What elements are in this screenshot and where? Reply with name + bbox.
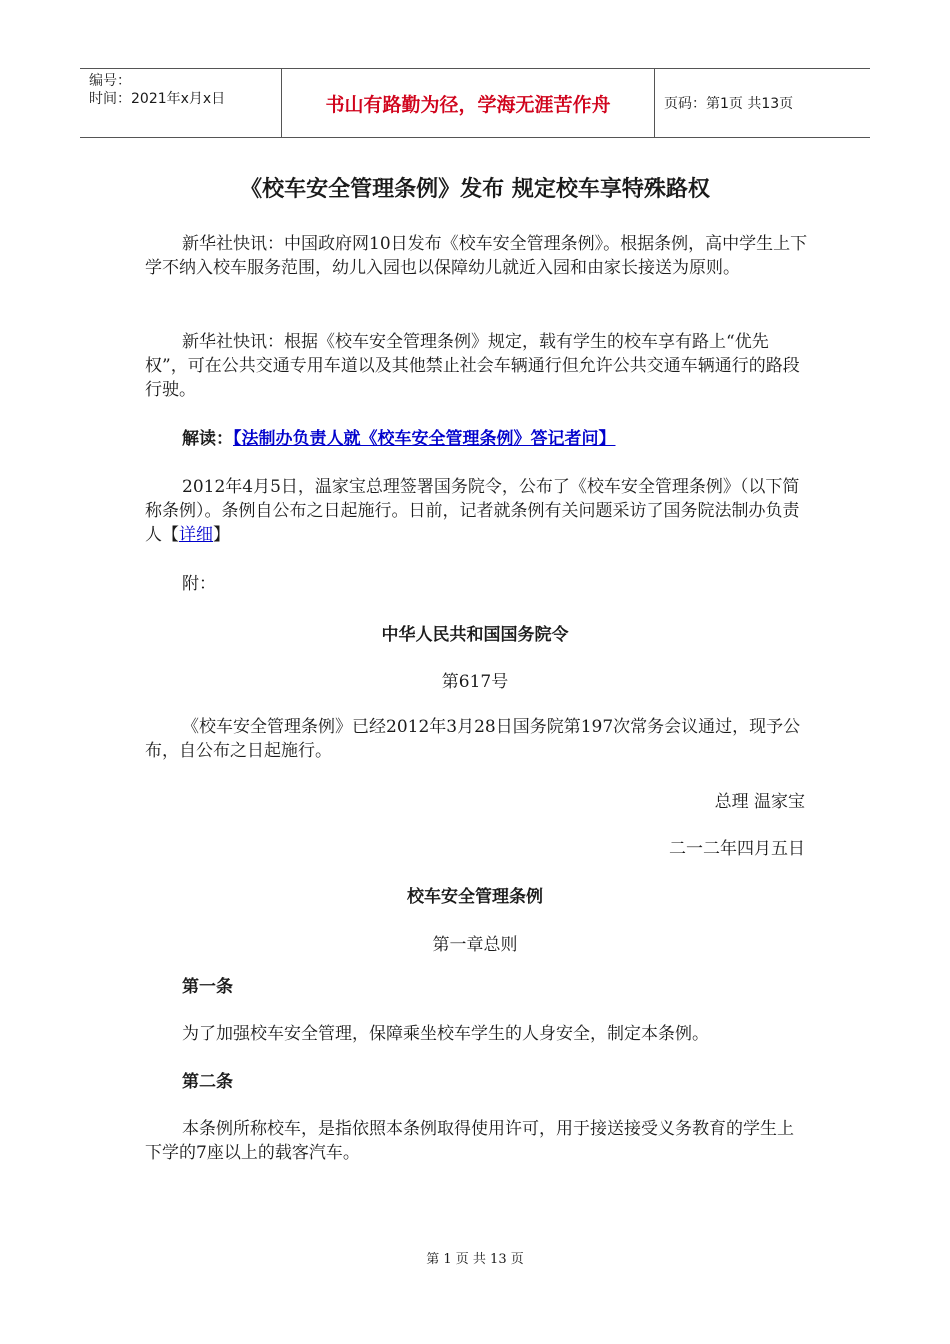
decree-heading: 中华人民共和国国务院令 [381, 625, 569, 645]
document-header [80, 68, 870, 138]
regulation-heading: 校车安全管理条例 [407, 887, 543, 907]
document-title: 《校车安全管理条例》发布 规定校车享特殊路权 [240, 177, 710, 202]
decree-number: 第617号 [441, 672, 509, 692]
decree-signer: 总理 温家宝 [714, 792, 805, 812]
paragraph-3 [145, 475, 810, 547]
jiedu-label: 解读： [182, 429, 233, 449]
article-1-title: 第一条 [182, 977, 233, 997]
article-1-body: 为了加强校车安全管理，保障乘坐校车学生的人身安全，制定本条例。 [182, 1024, 709, 1044]
decree-date: 二一二年四月五日 [669, 839, 805, 859]
number-label: 编号： [89, 73, 131, 89]
header-motto-cell [281, 69, 655, 137]
header-page-info: 页码：第1页 共13页 [664, 96, 794, 112]
header-motto: 书山有路勤为径，学海无涯苦作舟 [325, 93, 611, 116]
page-footer: 第 1 页 共 13 页 [426, 1252, 524, 1267]
jiedu-line [145, 427, 810, 451]
paragraph-3-end: 】 [213, 525, 230, 545]
paragraph-3-text: 2012年4月5日，温家宝总理签署国务院令，公布了《校车安全管理条例》（以下简称条例）。条例自公布之日起施行。日前，记者就条例有关问题采访了国务院法制办负责人【 [145, 477, 800, 545]
paragraph-1: 新华社快讯：中国政府网10日发布《校车安全管理条例》。根据条例，高中学生上下学不纳入校车服务范围，幼儿入园也以保障幼儿就近入园和由家长接送为原则。 [145, 234, 808, 278]
appendix-label: 附： [182, 574, 216, 594]
jiedu-link[interactable]: 【法制办负责人就《校车安全管理条例》答记者问】 [233, 429, 616, 449]
paragraph-2: 新华社快讯：根据《校车安全管理条例》规定，载有学生的校车享有路上“优先权”，可在公共交通专用车道以及其他禁止社会车辆通行但允许公共交通车辆通行的路段行驶。 [145, 332, 800, 400]
article-2-body: 本条例所称校车，是指依照本条例取得使用许可，用于接送接受义务教育的学生上下学的7座以上的载客汽车。 [145, 1119, 794, 1163]
decree-body: 《校车安全管理条例》已经2012年3月28日国务院第197次常务会议通过，现予公布，自公布之日起施行。 [145, 717, 801, 761]
time-label: 时间：2021年x月x日 [89, 91, 226, 107]
chapter-heading: 第一章总则 [432, 935, 518, 955]
header-meta [80, 69, 281, 137]
article-2-title: 第二条 [182, 1072, 233, 1092]
detail-link[interactable]: 详细 [179, 525, 213, 545]
